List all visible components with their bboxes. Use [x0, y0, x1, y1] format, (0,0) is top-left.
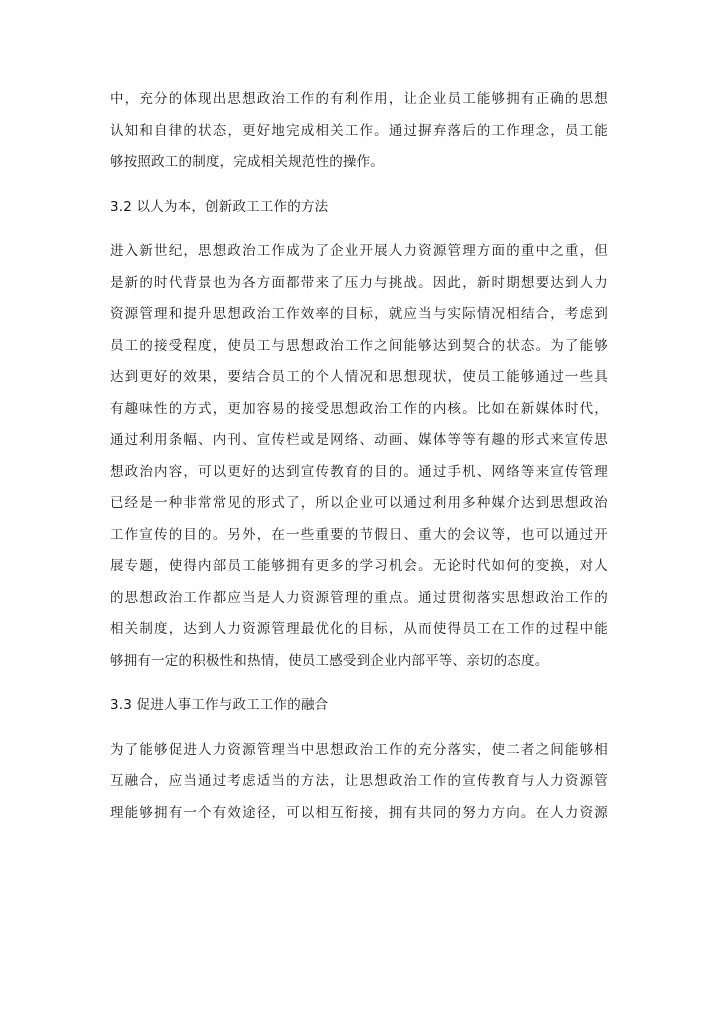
- text-line: 理能够拥有一个有效途径，可以相互衔接，拥有共同的努力方向。在人力资源: [110, 804, 608, 821]
- text-line: 够拥有一定的积极性和热情，使员工感受到企业内部平等、亲切的态度。: [110, 652, 549, 669]
- section-heading-3-3: 3.3 促进人事工作与政工工作的融合: [110, 697, 329, 713]
- paragraph-intro-continuation: [110, 84, 608, 179]
- text-line: 展专题，使得内部员工能够拥有更多的学习机会。无论时代如何的变换，对人: [110, 558, 608, 574]
- text-line: 想政治内容，可以更好的达到宣传教育的目的。通过手机、网络等来宣传管理: [110, 463, 608, 480]
- text-line: 员工的接受程度，使员工与思想政治工作之间能够达到契合的状态。为了能够: [110, 337, 608, 354]
- paragraph-section-3-2: [110, 236, 608, 677]
- text-line: 已经是一种非常常见的形式了，所以企业可以通过利用多种媒介达到思想政治: [110, 495, 608, 511]
- text-line: 认知和自律的状态，更好地完成相关工作。通过摒弃落后的工作理念，员工能: [110, 122, 608, 139]
- text-line: 够按照政工的制度，完成相关规范性的操作。: [110, 154, 384, 170]
- text-line: 中，充分的体现出思想政治工作的有利作用，让企业员工能够拥有正确的思想: [110, 91, 608, 107]
- text-line: 进入新世纪，思想政治工作成为了企业开展人力资源管理方面的重中之重，但: [110, 243, 608, 259]
- text-line: 有趣味性的方式，更加容易的接受思想政治工作的内核。比如在新媒体时代，: [110, 400, 608, 417]
- text-line: 是新的时代背景也为各方面都带来了压力与挑战。因此，新时期想要达到人力: [110, 274, 608, 291]
- text-line: 工作宣传的目的。另外，在一些重要的节假日、重大的会议等，也可以通过开: [110, 526, 608, 543]
- text-line: 的思想政治工作都应当是人力资源管理的重点。通过贯彻落实思想政治工作的: [110, 589, 608, 606]
- text-line: 达到更好的效果，要结合员工的个人情况和思想现状，使员工能够通过一些具: [110, 369, 608, 385]
- text-line: 互融合，应当通过考虑适当的方法，让思想政治工作的宣传教育与人力资源管: [110, 773, 608, 789]
- document-body: [110, 84, 608, 829]
- text-line: 相关制度，达到人力资源管理最优化的目标，从而使得员工在工作的过程中能: [110, 621, 608, 637]
- text-line: 资源管理和提升思想政治工作效率的目标，就应当与实际情况相结合，考虑到: [110, 306, 608, 322]
- text-line: 通过利用条幅、内刊、宣传栏或是网络、动画、媒体等等有趣的形式来宣传思: [110, 432, 608, 448]
- paragraph-section-3-3: [110, 735, 608, 830]
- section-heading-3-2: 3.2 以人为本，创新政工工作的方法: [110, 198, 329, 215]
- text-line: 为了能够促进人力资源管理当中思想政治工作的充分落实，使二者之间能够相: [110, 741, 608, 758]
